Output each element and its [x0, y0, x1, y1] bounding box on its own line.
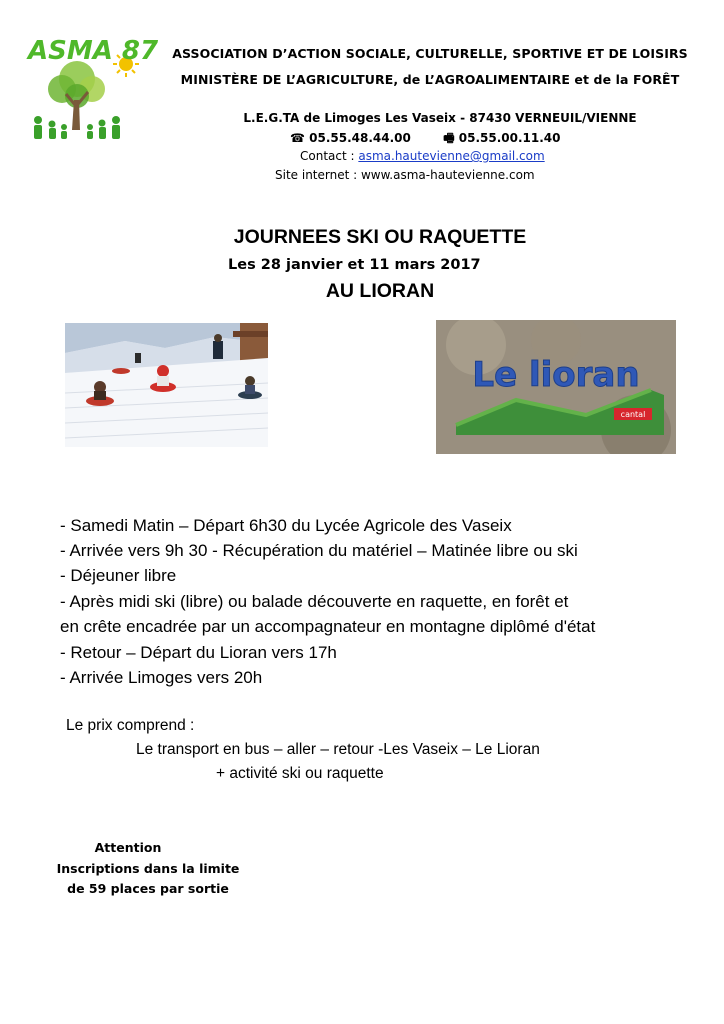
price-label: Le prix comprend : [66, 717, 195, 734]
program-item: - Arrivée vers 9h 30 - Récupération du matériel – Matinée libre ou ski [60, 541, 578, 560]
phone-number: 05.55.48.44.00 [309, 131, 411, 145]
ski-photo-graphic [65, 323, 268, 447]
phone-icon: ☎ [290, 131, 305, 145]
program-item: - Arrivée Limoges vers 20h [60, 668, 263, 687]
price-transport: Le transport en bus – aller – retour -Les Vaseix – Le Lioran [136, 741, 540, 758]
program-item-continuation: en crête encadrée par un accompagnateur en montagne diplômé d'état [60, 617, 596, 636]
contact-line [300, 149, 545, 163]
lioran-badge: cantal [620, 410, 646, 419]
asma-logo [22, 34, 159, 152]
ski-photo [65, 323, 268, 447]
program-item: - Retour – Départ du Lioran vers 17h [60, 643, 337, 662]
lioran-logo-graphic [436, 320, 676, 454]
contact-label: Contact : [300, 149, 359, 163]
address-line: L.E.G.TA de Limoges Les Vaseix - 87430 VERNEUIL/VIENNE [243, 111, 637, 125]
event-location: AU LIORAN [325, 280, 435, 302]
fax-number: 05.55.00.11.40 [458, 131, 561, 145]
event-dates: Les 28 janvier et 11 mars 2017 [228, 257, 481, 273]
website-url: www.asma-hautevienne.com [360, 168, 535, 182]
program-item: - Après midi ski (libre) ou balade découverte en raquette, en forêt et [60, 592, 569, 611]
website-label: Site internet : [275, 168, 361, 182]
fax-icon: 🖷 [443, 131, 455, 145]
phone-fax-line [290, 129, 590, 150]
price-activity: + activité ski ou raquette [216, 765, 384, 782]
attention-places: de 59 places par sortie [67, 881, 229, 896]
contact-email-link[interactable]: asma.hautevienne@gmail.com [358, 149, 545, 163]
program-item: - Déjeuner libre [60, 566, 177, 585]
attention-limit: Inscriptions dans la limite [56, 861, 240, 876]
attention-heading: Attention [94, 840, 162, 855]
lioran-logo-text: Le lioran [472, 355, 640, 395]
event-title: JOURNEES SKI OU RAQUETTE [233, 226, 527, 248]
program-item: - Samedi Matin – Départ 6h30 du Lycée Agricole des Vaseix [60, 516, 512, 535]
logo-text: ASMA 87 [28, 36, 159, 66]
ministry-line: MINISTÈRE DE L’AGRICULTURE, de L’AGROALIMENTAIRE et de la FORÊT [180, 72, 680, 87]
lioran-logo [436, 320, 676, 454]
org-name-line: ASSOCIATION D’ACTION SOCIALE, CULTURELLE, SPORTIVE ET DE LOISIRS [172, 46, 688, 61]
website-line [275, 168, 535, 182]
